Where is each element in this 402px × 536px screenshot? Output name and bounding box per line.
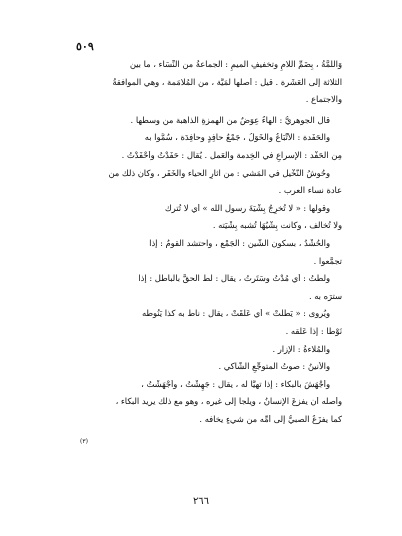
text-line: قال الجوهريُّ : الهاءُ عِوَضٌ من الهمزةِ الذاهبة من وسطها . xyxy=(130,115,330,125)
text-line: مِن الحَفْد : الإسراعِ في الخِدمة والعَمل . يُقال : حَفَدْتُ وأحْفَدْتُ . xyxy=(121,150,342,160)
text-line: ولُطْتُ : أي مُدْتُ وسَتَرتُ ، يقال : لُطَّ الحقَّ بالباطل : إذا xyxy=(138,274,330,284)
body-text xyxy=(68,60,342,432)
bottom-page-number: ٢٦٦ xyxy=(192,496,210,507)
text-line: والمُلاءةُ : الإزار . xyxy=(272,344,330,354)
top-page-number: ٥٠٩ xyxy=(76,40,94,53)
text-line: وقولُها : « لا تُخرِجُ بِشْيَةَ رسول الله » أي لا تُترك xyxy=(164,203,330,213)
text-line: والحَفَدة : الأتْبَاعُ والخَوَلُ ، جَمْعُ حافِدٍ وحافِدَة ، سُمُّوا به xyxy=(144,133,330,143)
text-line: ولا تُخالف ، وكانت بِشْيُهَا تُشبه بِشْيَته . xyxy=(212,221,342,231)
text-line: وأَجْهَشَ بالبكاء : إذا تهيَّأ له ، يقال : جَهِشْتُ ، وأَجْهَشْتُ ، xyxy=(141,379,330,389)
text-line: كما يفزَعُ الصبيُّ إلى أمِّه من شيءٍ يخافه . xyxy=(199,414,342,424)
text-line: الثلاثة إلى العَشَرة . قيل : أصلُها لُمَيَّة ، من المُلامَمة ، وهي الموافقةُ xyxy=(112,77,342,87)
text-line: ويُروى : « يَطلُتْ » أي عَلَقَتْ ، يقال : ناطَ به كذا يَنُوطُه xyxy=(141,309,330,319)
text-line: وأصلُه أن يفزعَ الإنسانُ ، ويلجأَ إلى غيره ، وهو مع ذلك يريد البكاء ، xyxy=(115,397,342,407)
text-line: سترَه به . xyxy=(308,291,342,301)
text-line: عادة نساء العرب . xyxy=(278,186,342,196)
text-line: والأنينُ : صوتُ المتوجِّعِ الشَّاكي . xyxy=(218,362,330,372)
text-line: تجمَّعوا . xyxy=(313,256,342,266)
text-line: والحُشْدُ ، بسكون الشّين : الجَمْع ، واحتشد القومُ : إذا xyxy=(149,238,330,248)
text-line: وَاللَّمَّةُ ، بِضَمِّ اللامِ وتخفيفِ الميمِ : الجماعةُ من النِّسَاء ، ما بين xyxy=(129,60,342,69)
footnote-reference: (٣) xyxy=(80,438,88,445)
text-line: نَوْطاً : إذا عَلَّقه . xyxy=(285,326,342,336)
text-line: والاجتماع . xyxy=(305,95,342,105)
text-line: وحُوشُ النَّخْيل في المَشي : من آثارِ الحياء والخَفَر ، وكان ذلك من xyxy=(108,168,330,178)
